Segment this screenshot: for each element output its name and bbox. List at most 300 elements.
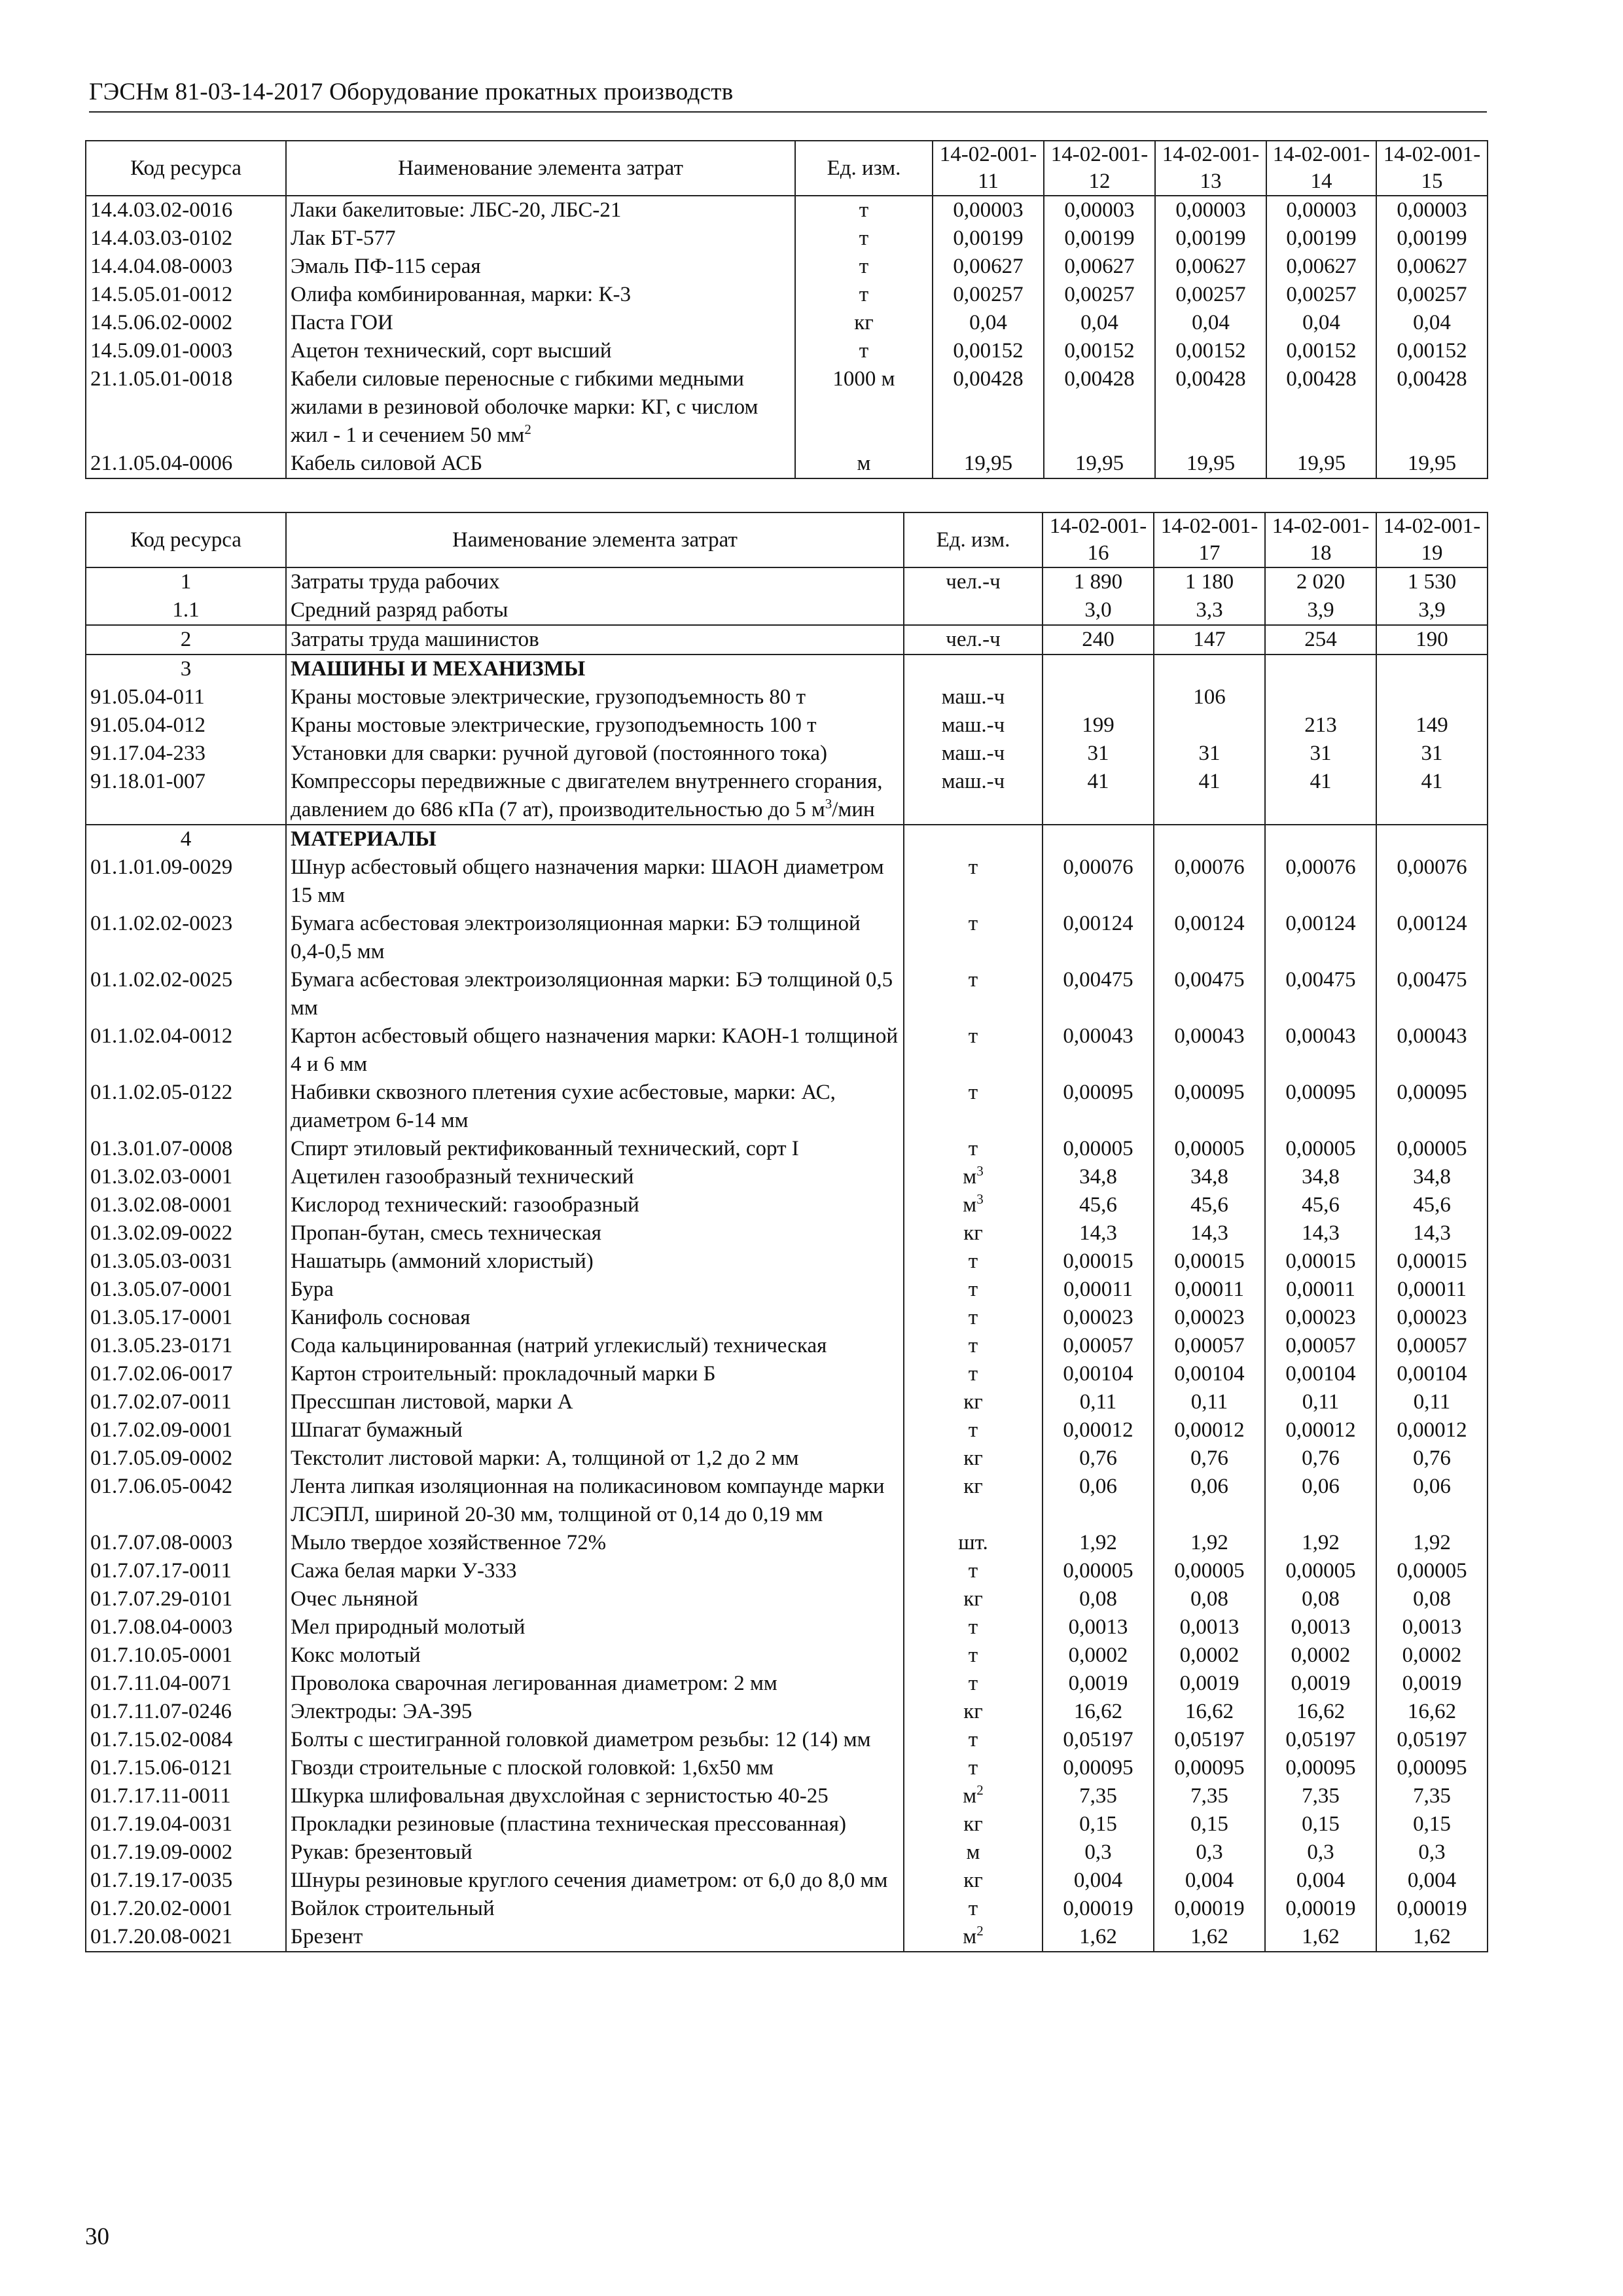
value-cell: 0,00428	[1266, 365, 1376, 450]
name-text: Шнуры резиновые круглого сечения диаметром: от 6,0 до 8,0 мм	[291, 1869, 888, 1892]
resource-code: 01.7.05.09-0002	[86, 1444, 286, 1473]
unit-text: т	[968, 1756, 978, 1780]
resource-code: 01.1.02.05-0122	[86, 1079, 286, 1135]
value-cell: 0,06	[1043, 1473, 1154, 1529]
column-header: 14-02-001-15	[1376, 141, 1488, 196]
value-cell: 0,00627	[1044, 253, 1155, 281]
name-text: Бумага асбестовая электроизоляционная марки: БЭ толщиной 0,4-0,5 мм	[291, 912, 861, 963]
name-text: Рукав: брезентовый	[291, 1840, 473, 1864]
table-row	[86, 1557, 1488, 1585]
name-text: Картон строительный: прокладочный марки Б	[291, 1362, 716, 1386]
value-cell: 0,00475	[1265, 966, 1376, 1022]
unit-text: т	[968, 1728, 978, 1751]
name-text: Установки для сварки: ручной дуговой (постоянного тока)	[291, 742, 828, 765]
value-cell: 0,00428	[1044, 365, 1155, 450]
unit-text: т	[968, 1418, 978, 1442]
name-text: Мел природный молотый	[291, 1615, 526, 1639]
cost-element-name	[286, 966, 904, 1022]
table-row	[86, 1867, 1488, 1895]
table-row	[86, 1135, 1488, 1163]
value-cell: 0,0002	[1043, 1641, 1154, 1670]
value-cell: 0,05197	[1043, 1726, 1154, 1754]
resource-code: 01.7.15.06-0121	[86, 1754, 286, 1782]
value-cell: 0,05197	[1376, 1726, 1488, 1754]
resource-code: 01.7.02.06-0017	[86, 1360, 286, 1388]
value-cell: 0,004	[1043, 1867, 1154, 1895]
cost-element-name	[286, 1557, 904, 1585]
value-cell: 0,00104	[1154, 1360, 1265, 1388]
value-cell: 41	[1043, 768, 1154, 825]
value-cell: 0,0019	[1376, 1670, 1488, 1698]
value-cell: 0,00043	[1376, 1022, 1488, 1079]
unit-text: кг	[963, 1869, 983, 1892]
value-cell: 0,06	[1265, 1473, 1376, 1529]
value-cell: 1 530	[1376, 567, 1488, 596]
resource-code: 14.5.05.01-0012	[86, 281, 286, 309]
unit	[904, 966, 1043, 1022]
value-cell: 0,00005	[1265, 1557, 1376, 1585]
value-cell: 0,00043	[1043, 1022, 1154, 1079]
unit	[904, 1444, 1043, 1473]
value-cell: 0,00015	[1376, 1247, 1488, 1276]
value-cell: 0,00428	[933, 365, 1044, 450]
value-cell: 240	[1043, 625, 1154, 655]
section-row	[86, 655, 1488, 683]
value-cell: 3,9	[1376, 596, 1488, 625]
unit-text: т	[859, 283, 869, 306]
value-cell: 0,00124	[1376, 910, 1488, 966]
value-cell: 0,00627	[933, 253, 1044, 281]
resource-code: 01.7.10.05-0001	[86, 1641, 286, 1670]
value-cell: 0,00023	[1154, 1304, 1265, 1332]
value-cell: 0,0013	[1265, 1613, 1376, 1641]
table-row	[86, 1473, 1488, 1529]
resource-code: 01.3.02.09-0022	[86, 1219, 286, 1247]
name-text: Спирт этиловый ректификованный технический, сорт I	[291, 1137, 799, 1160]
resource-code: 01.7.08.04-0003	[86, 1613, 286, 1641]
resource-code: 01.3.02.03-0001	[86, 1163, 286, 1191]
table-row	[86, 253, 1488, 281]
unit	[904, 596, 1043, 625]
resource-code: 1	[86, 567, 286, 596]
name-text: Бумага асбестовая электроизоляционная марки: БЭ толщиной 0,5 мм	[291, 968, 893, 1020]
value-cell: 1,92	[1376, 1529, 1488, 1557]
cost-element-name	[286, 567, 904, 596]
value-cell: 106	[1154, 683, 1265, 711]
unit-superscript: 2	[976, 1923, 984, 1939]
value-cell: 41	[1376, 768, 1488, 825]
name-text: Сажа белая марки У-333	[291, 1559, 517, 1583]
value-cell: 0,00011	[1265, 1276, 1376, 1304]
value-cell: 0,00475	[1154, 966, 1265, 1022]
value-cell: 0,76	[1154, 1444, 1265, 1473]
resource-code: 3	[86, 655, 286, 683]
resource-code: 01.7.19.04-0031	[86, 1810, 286, 1839]
value-cell: 7,35	[1265, 1782, 1376, 1810]
value-cell: 0,04	[1266, 309, 1376, 337]
unit	[904, 1754, 1043, 1782]
cost-element-name	[286, 337, 795, 365]
document-title: ГЭСНм 81-03-14-2017 Оборудование прокатных производств	[89, 79, 734, 105]
name-text: Пропан-бутан, смесь техническая	[291, 1221, 601, 1245]
table-row	[86, 625, 1488, 655]
resource-code: 01.1.01.09-0029	[86, 853, 286, 910]
unit	[904, 1079, 1043, 1135]
value-cell: 16,62	[1154, 1698, 1265, 1726]
unit-text: маш.-ч	[941, 685, 1005, 709]
unit-text: чел.-ч	[946, 570, 1001, 594]
value-cell: 1 890	[1043, 567, 1154, 596]
name-text: Кабели силовые переносные с гибкими медными жилами в резиновой оболочке марки: КГ, с числом жил - 1 и сечением 50 мм	[291, 367, 758, 447]
section-row	[86, 825, 1488, 853]
unit	[904, 910, 1043, 966]
table-row	[86, 1163, 1488, 1191]
name-text: Затраты труда машинистов	[291, 628, 539, 651]
value-cell: 7,35	[1154, 1782, 1265, 1810]
resource-code: 01.1.02.02-0025	[86, 966, 286, 1022]
value-cell: 3,3	[1154, 596, 1265, 625]
table-row	[86, 196, 1488, 224]
column-header: Код ресурса	[86, 512, 286, 567]
resource-code: 01.7.20.08-0021	[86, 1923, 286, 1952]
value-cell: 0,00003	[1044, 196, 1155, 224]
column-header: 14-02-001-11	[933, 141, 1044, 196]
table-row	[86, 853, 1488, 910]
resource-code: 2	[86, 625, 286, 655]
unit-text: т	[968, 1672, 978, 1695]
name-text: Нашатырь (аммоний хлористый)	[291, 1249, 594, 1273]
cost-element-name	[286, 309, 795, 337]
cost-element-name	[286, 253, 795, 281]
table-row	[86, 1782, 1488, 1810]
table-row	[86, 1839, 1488, 1867]
value-cell: 0,00003	[1155, 196, 1266, 224]
value-cell: 0,00104	[1265, 1360, 1376, 1388]
value-cell: 34,8	[1376, 1163, 1488, 1191]
value-cell: 34,8	[1265, 1163, 1376, 1191]
name-text: Лента липкая изоляционная на поликасиновом компаунде марки ЛСЭПЛ, шириной 20-30 мм, толщиной от 0,14 до 0,19 мм	[291, 1475, 885, 1526]
column-header: 14-02-001-14	[1266, 141, 1376, 196]
value-cell: 0,05197	[1154, 1726, 1265, 1754]
cost-element-name	[286, 1444, 904, 1473]
value-cell: 0,00152	[933, 337, 1044, 365]
unit	[904, 1304, 1043, 1332]
value-cell: 0,00095	[1265, 1754, 1376, 1782]
unit-text: кг	[963, 1221, 983, 1245]
cost-element-name	[286, 1191, 904, 1219]
value-cell: 0,00019	[1043, 1895, 1154, 1923]
table-row	[86, 910, 1488, 966]
cost-element-name	[286, 1332, 904, 1360]
cost-element-name	[286, 1782, 904, 1810]
resource-code: 01.3.05.07-0001	[86, 1276, 286, 1304]
value-cell: 0,00076	[1154, 853, 1265, 910]
name-text: Бура	[291, 1278, 334, 1301]
name-text: МАШИНЫ И МЕХАНИЗМЫ	[291, 657, 586, 681]
table-row	[86, 683, 1488, 711]
value-cell: 0,00095	[1043, 1754, 1154, 1782]
value-cell: 19,95	[1044, 450, 1155, 478]
cost-element-name	[286, 740, 904, 768]
resource-code: 01.1.02.02-0023	[86, 910, 286, 966]
resource-code: 14.4.03.03-0102	[86, 224, 286, 253]
value-cell: 0,11	[1154, 1388, 1265, 1416]
table-row	[86, 1698, 1488, 1726]
name-text: Электроды: ЭА-395	[291, 1700, 473, 1723]
cost-element-name	[286, 1219, 904, 1247]
name-text: Прессшпан листовой, марки А	[291, 1390, 573, 1414]
value-cell: 34,8	[1154, 1163, 1265, 1191]
unit	[904, 683, 1043, 711]
unit	[904, 1276, 1043, 1304]
unit-text: т	[968, 1334, 978, 1357]
value-cell: 0,00012	[1154, 1416, 1265, 1444]
table-row	[86, 740, 1488, 768]
value-cell: 0,00152	[1044, 337, 1155, 365]
table-row	[86, 711, 1488, 740]
unit	[904, 1332, 1043, 1360]
name-text: Ацетилен газообразный технический	[291, 1165, 634, 1189]
value-cell: 14,3	[1043, 1219, 1154, 1247]
cost-element-name	[286, 365, 795, 450]
cost-element-name	[286, 1022, 904, 1079]
table-row	[86, 1444, 1488, 1473]
name-text: Картон асбестовый общего назначения марки: КАОН-1 толщиной 4 и 6 мм	[291, 1024, 899, 1076]
value-cell: 0,15	[1154, 1810, 1265, 1839]
cost-element-name	[286, 1754, 904, 1782]
value-cell: 1,62	[1043, 1923, 1154, 1952]
unit-text: м	[963, 1784, 977, 1808]
value-cell: 0,00095	[1154, 1754, 1265, 1782]
cost-element-name	[286, 281, 795, 309]
value-cell: 16,62	[1043, 1698, 1154, 1726]
superscript: 3	[825, 796, 832, 812]
name-text: Войлок строительный	[291, 1897, 495, 1920]
value-cell: 0,04	[1376, 309, 1488, 337]
value-cell: 14,3	[1154, 1219, 1265, 1247]
value-cell: 149	[1376, 711, 1488, 740]
cost-element-name	[286, 596, 904, 625]
value-cell: 0,00627	[1376, 253, 1488, 281]
cost-element-name	[286, 1135, 904, 1163]
value-cell: 0,00015	[1043, 1247, 1154, 1276]
value-cell: 0,00005	[1154, 1557, 1265, 1585]
value-cell: 0,00627	[1155, 253, 1266, 281]
table-row	[86, 1332, 1488, 1360]
cost-element-name	[286, 1473, 904, 1529]
value-cell: 0,004	[1376, 1867, 1488, 1895]
resource-code: 01.7.15.02-0084	[86, 1726, 286, 1754]
value-cell: 0,00627	[1266, 253, 1376, 281]
unit-text: кг	[963, 1700, 983, 1723]
unit-text: маш.-ч	[941, 742, 1005, 765]
resource-code: 14.4.03.02-0016	[86, 196, 286, 224]
value-cell: 0,00076	[1265, 853, 1376, 910]
value-cell	[1154, 825, 1265, 853]
resource-code: 01.7.20.02-0001	[86, 1895, 286, 1923]
value-cell: 0,0019	[1154, 1670, 1265, 1698]
table-row	[86, 966, 1488, 1022]
value-cell: 0,00011	[1154, 1276, 1265, 1304]
value-cell: 41	[1265, 768, 1376, 825]
value-cell: 0,76	[1043, 1444, 1154, 1473]
value-cell: 45,6	[1376, 1191, 1488, 1219]
value-cell: 0,0019	[1043, 1670, 1154, 1698]
unit-text: т	[968, 1278, 978, 1301]
unit	[904, 711, 1043, 740]
value-cell: 0,3	[1154, 1839, 1265, 1867]
resource-code: 01.7.07.17-0011	[86, 1557, 286, 1585]
cost-element-name	[286, 683, 904, 711]
resource-code: 01.3.05.03-0031	[86, 1247, 286, 1276]
table-row	[86, 596, 1488, 625]
value-cell	[1043, 655, 1154, 683]
name-text: Кабель силовой АСБ	[291, 452, 483, 475]
value-cell: 0,0013	[1043, 1613, 1154, 1641]
value-cell: 0,00428	[1155, 365, 1266, 450]
table-row	[86, 450, 1488, 478]
value-cell	[1376, 825, 1488, 853]
resource-code: 21.1.05.01-0018	[86, 365, 286, 450]
value-cell: 31	[1043, 740, 1154, 768]
unit-text: т	[968, 855, 978, 879]
table-header-row	[86, 141, 1488, 196]
value-cell	[1154, 655, 1265, 683]
value-cell: 0,00257	[933, 281, 1044, 309]
value-cell: 0,76	[1376, 1444, 1488, 1473]
name-text: Прокладки резиновые (пластина техническая прессованная)	[291, 1812, 846, 1836]
unit	[904, 1473, 1043, 1529]
value-cell: 34,8	[1043, 1163, 1154, 1191]
value-cell: 0,00005	[1376, 1557, 1488, 1585]
unit-text: т	[968, 1024, 978, 1048]
name-text: Брезент	[291, 1925, 363, 1948]
value-cell: 0,00257	[1044, 281, 1155, 309]
unit-text: т	[968, 1615, 978, 1639]
unit	[904, 1585, 1043, 1613]
value-cell: 19,95	[1155, 450, 1266, 478]
value-cell: 0,00428	[1376, 365, 1488, 450]
resource-code: 01.7.07.29-0101	[86, 1585, 286, 1613]
cost-element-name	[286, 450, 795, 478]
value-cell: 0,3	[1043, 1839, 1154, 1867]
value-cell: 147	[1154, 625, 1265, 655]
name-text: МАТЕРИАЛЫ	[291, 827, 437, 851]
value-cell: 0,00199	[1266, 224, 1376, 253]
value-cell: 190	[1376, 625, 1488, 655]
cost-element-name	[286, 1698, 904, 1726]
name-text: Затраты труда рабочих	[291, 570, 500, 594]
resource-table-2	[85, 512, 1488, 1952]
unit	[904, 1613, 1043, 1641]
unit-text: кг	[963, 1812, 983, 1836]
value-cell: 0,00003	[933, 196, 1044, 224]
value-cell: 0,00152	[1155, 337, 1266, 365]
unit	[904, 1416, 1043, 1444]
name-text: Эмаль ПФ-115 серая	[291, 255, 481, 278]
value-cell: 3,0	[1043, 596, 1154, 625]
value-cell	[1154, 711, 1265, 740]
unit	[904, 1022, 1043, 1079]
cost-element-name	[286, 1670, 904, 1698]
table-row	[86, 1276, 1488, 1304]
value-cell: 7,35	[1043, 1782, 1154, 1810]
cost-element-name	[286, 196, 795, 224]
resource-code: 01.7.11.07-0246	[86, 1698, 286, 1726]
value-cell: 0,00057	[1376, 1332, 1488, 1360]
value-cell: 0,00012	[1376, 1416, 1488, 1444]
value-cell: 16,62	[1265, 1698, 1376, 1726]
column-header: 14-02-001-12	[1044, 141, 1155, 196]
unit	[904, 1360, 1043, 1388]
value-cell: 1,92	[1265, 1529, 1376, 1557]
table-row	[86, 1388, 1488, 1416]
unit	[904, 1247, 1043, 1276]
table-header-row	[86, 512, 1488, 567]
value-cell: 0,0002	[1154, 1641, 1265, 1670]
value-cell: 0,0013	[1154, 1613, 1265, 1641]
cost-element-name	[286, 1895, 904, 1923]
value-cell: 0,00003	[1266, 196, 1376, 224]
unit-text: маш.-ч	[941, 770, 1005, 793]
cost-element-name	[286, 1388, 904, 1416]
name-text: Проволока сварочная легированная диаметром: 2 мм	[291, 1672, 777, 1695]
table-row	[86, 309, 1488, 337]
resource-code: 21.1.05.04-0006	[86, 450, 286, 478]
value-cell: 0,00124	[1154, 910, 1265, 966]
unit	[904, 1219, 1043, 1247]
cost-element-name	[286, 1360, 904, 1388]
value-cell: 0,11	[1265, 1388, 1376, 1416]
cost-element-name	[286, 1613, 904, 1641]
value-cell: 3,9	[1265, 596, 1376, 625]
resource-code: 01.3.01.07-0008	[86, 1135, 286, 1163]
name-text: Кокс молотый	[291, 1643, 421, 1667]
cost-element-name	[286, 711, 904, 740]
unit	[795, 196, 933, 224]
unit-text: т	[859, 255, 869, 278]
resource-code: 14.5.09.01-0003	[86, 337, 286, 365]
resource-code: 01.7.02.07-0011	[86, 1388, 286, 1416]
table-row	[86, 768, 1488, 825]
value-cell: 1,62	[1376, 1923, 1488, 1952]
value-cell: 0,00011	[1043, 1276, 1154, 1304]
unit	[904, 1726, 1043, 1754]
value-cell: 0,00012	[1265, 1416, 1376, 1444]
value-cell: 0,0013	[1376, 1613, 1488, 1641]
unit	[904, 1698, 1043, 1726]
resource-code: 01.7.17.11-0011	[86, 1782, 286, 1810]
name-text: Лак БТ-577	[291, 226, 396, 250]
unit	[904, 740, 1043, 768]
value-cell: 0,11	[1376, 1388, 1488, 1416]
table-row	[86, 1219, 1488, 1247]
value-cell: 0,00095	[1043, 1079, 1154, 1135]
resource-code: 01.3.05.23-0171	[86, 1332, 286, 1360]
name-text: Компрессоры передвижные с двигателем внутреннего сгорания, давлением до 686 кПа (7 ат), производительностью до 5 м	[291, 770, 883, 821]
value-cell: 1 180	[1154, 567, 1265, 596]
value-cell: 0,15	[1376, 1810, 1488, 1839]
resource-code: 91.18.01-007	[86, 768, 286, 825]
cost-element-name	[286, 1867, 904, 1895]
value-cell: 0,11	[1043, 1388, 1154, 1416]
value-cell: 0,00023	[1043, 1304, 1154, 1332]
value-cell: 1,62	[1265, 1923, 1376, 1952]
unit	[904, 1839, 1043, 1867]
value-cell: 19,95	[933, 450, 1044, 478]
value-cell: 0,00095	[1154, 1079, 1265, 1135]
value-cell: 0,00005	[1154, 1135, 1265, 1163]
